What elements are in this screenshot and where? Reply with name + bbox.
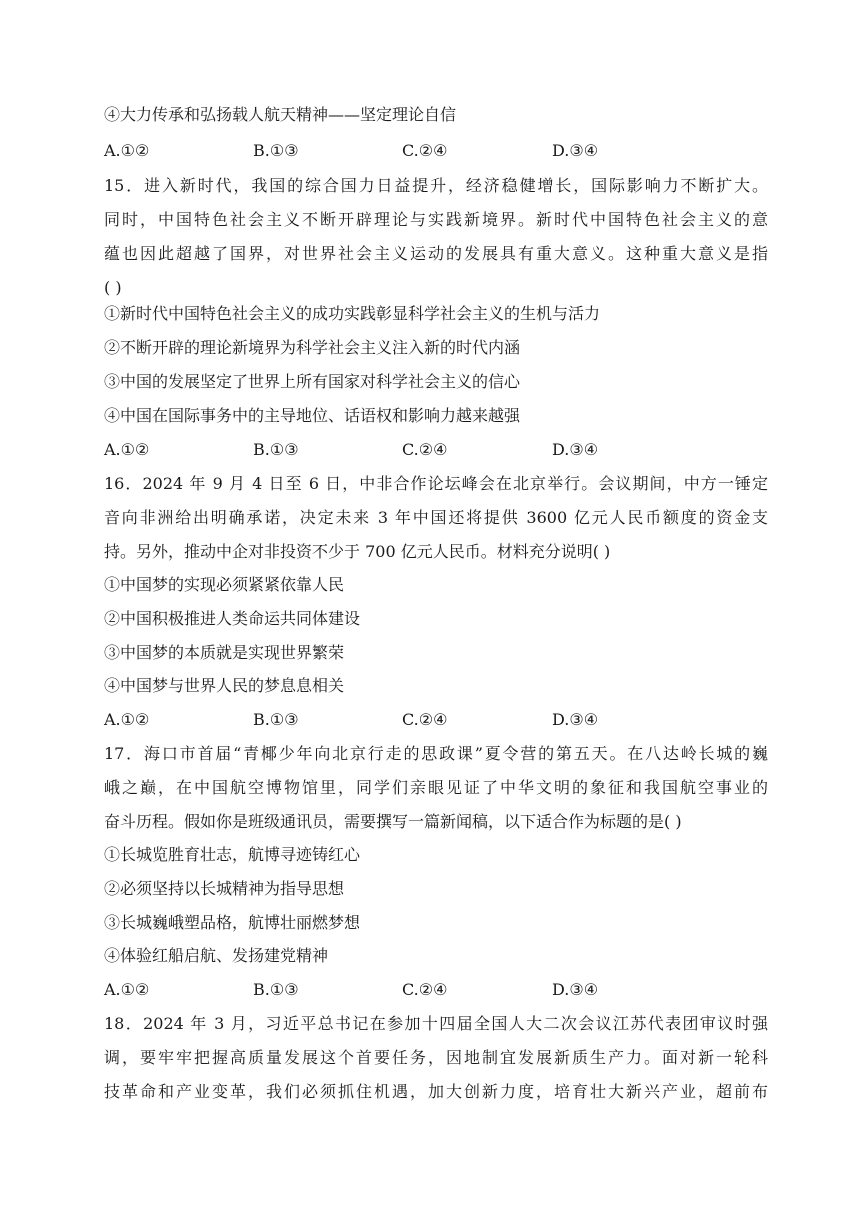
q16-option-b: B.①③ — [253, 710, 299, 729]
q16-item-2: ②中国积极推进人类命运共同体建设 — [104, 609, 361, 628]
q15-stem-line-3: 蕴也因此超越了国界，对世界社会主义运动的发展具有重大意义。这种重大意义是指 — [104, 244, 768, 263]
q17-option-d: D.③④ — [552, 980, 599, 999]
q16-option-a: A.①② — [104, 710, 150, 729]
q17-stem-line-3: 奋斗历程。假如你是班级通讯员，需要撰写一篇新闻稿，以下适合作为标题的是( ) — [104, 812, 682, 831]
q14-option-c: C.②④ — [402, 141, 448, 160]
q18-stem-line-2: 调，要牢牢把握高质量发展这个首要任务，因地制宜发展新质生产力。面对新一轮科 — [104, 1048, 768, 1067]
q17-item-1: ①长城览胜育壮志，航博寻迹铸红心 — [104, 845, 361, 864]
q16-option-c: C.②④ — [402, 710, 448, 729]
q14-option-d: D.③④ — [552, 141, 599, 160]
q15-item-3: ③中国的发展坚定了世界上所有国家对科学社会主义的信心 — [104, 372, 521, 391]
q16-options — [104, 709, 764, 731]
q14-options — [104, 140, 764, 162]
q15-option-b: B.①③ — [253, 440, 299, 459]
q15-option-d: D.③④ — [552, 440, 599, 459]
q18-stem-line-1: 18．2024 年 3 月，习近平总书记在参加十四届全国人大二次会议江苏代表团审议时强 — [104, 1014, 768, 1033]
q16-item-1: ①中国梦的实现必须紧紧依靠人民 — [104, 575, 345, 594]
q15-item-1: ①新时代中国特色社会主义的成功实践彰显科学社会主义的生机与活力 — [104, 304, 601, 323]
q15-option-a: A.①② — [104, 440, 150, 459]
q16-item-4: ④中国梦与世界人民的梦息息相关 — [104, 676, 345, 695]
q14-item-4: ④大力传承和弘扬载人航天精神——坚定理论自信 — [104, 105, 457, 124]
q17-option-c: C.②④ — [402, 980, 448, 999]
q15-options — [104, 439, 764, 461]
q17-options — [104, 979, 764, 1001]
q15-stem-line-4: ( ) — [104, 278, 122, 297]
q15-stem-line-2: 同时，中国特色社会主义不断开辟理论与实践新境界。新时代中国特色社会主义的意 — [104, 210, 768, 229]
q17-item-4: ④体验红船启航、发扬建党精神 — [104, 946, 329, 965]
q16-stem-line-3: 持。另外，推动中企对非投资不少于 700 亿元人民币。材料充分说明( ) — [104, 542, 611, 561]
q17-item-2: ②必须坚持以长城精神为指导思想 — [104, 879, 345, 898]
q17-item-3: ③长城巍峨塑品格，航博壮丽燃梦想 — [104, 913, 361, 932]
q15-item-2: ②不断开辟的理论新境界为科学社会主义注入新的时代内涵 — [104, 338, 521, 357]
q14-option-a: A.①② — [104, 141, 150, 160]
q16-option-d: D.③④ — [552, 710, 599, 729]
q16-stem-line-1: 16．2024 年 9 月 4 日至 6 日，中非合作论坛峰会在北京举行。会议期间，中方一锤定 — [104, 474, 768, 493]
q17-option-a: A.①② — [104, 980, 150, 999]
q17-option-b: B.①③ — [253, 980, 299, 999]
q14-option-b: B.①③ — [253, 141, 299, 160]
q17-stem-line-2: 峨之巅，在中国航空博物馆里，同学们亲眼见证了中华文明的象征和我国航空事业的 — [104, 778, 768, 797]
q15-item-4: ④中国在国际事务中的主导地位、话语权和影响力越来越强 — [104, 406, 521, 425]
q18-stem-line-3: 技革命和产业变革，我们必须抓住机遇，加大创新力度，培育壮大新兴产业，超前布 — [104, 1082, 768, 1101]
q16-item-3: ③中国梦的本质就是实现世界繁荣 — [104, 643, 345, 662]
q15-stem-line-1: 15．进入新时代，我国的综合国力日益提升，经济稳健增长，国际影响力不断扩大。 — [104, 176, 768, 195]
q15-option-c: C.②④ — [402, 440, 448, 459]
q17-stem-line-1: 17．海口市首届“青椰少年向北京行走的思政课”夏令营的第五天。在八达岭长城的巍 — [104, 744, 768, 763]
q16-stem-line-2: 音向非洲给出明确承诺，决定未来 3 年中国还将提供 3600 亿元人民币额度的资金支 — [104, 508, 768, 527]
